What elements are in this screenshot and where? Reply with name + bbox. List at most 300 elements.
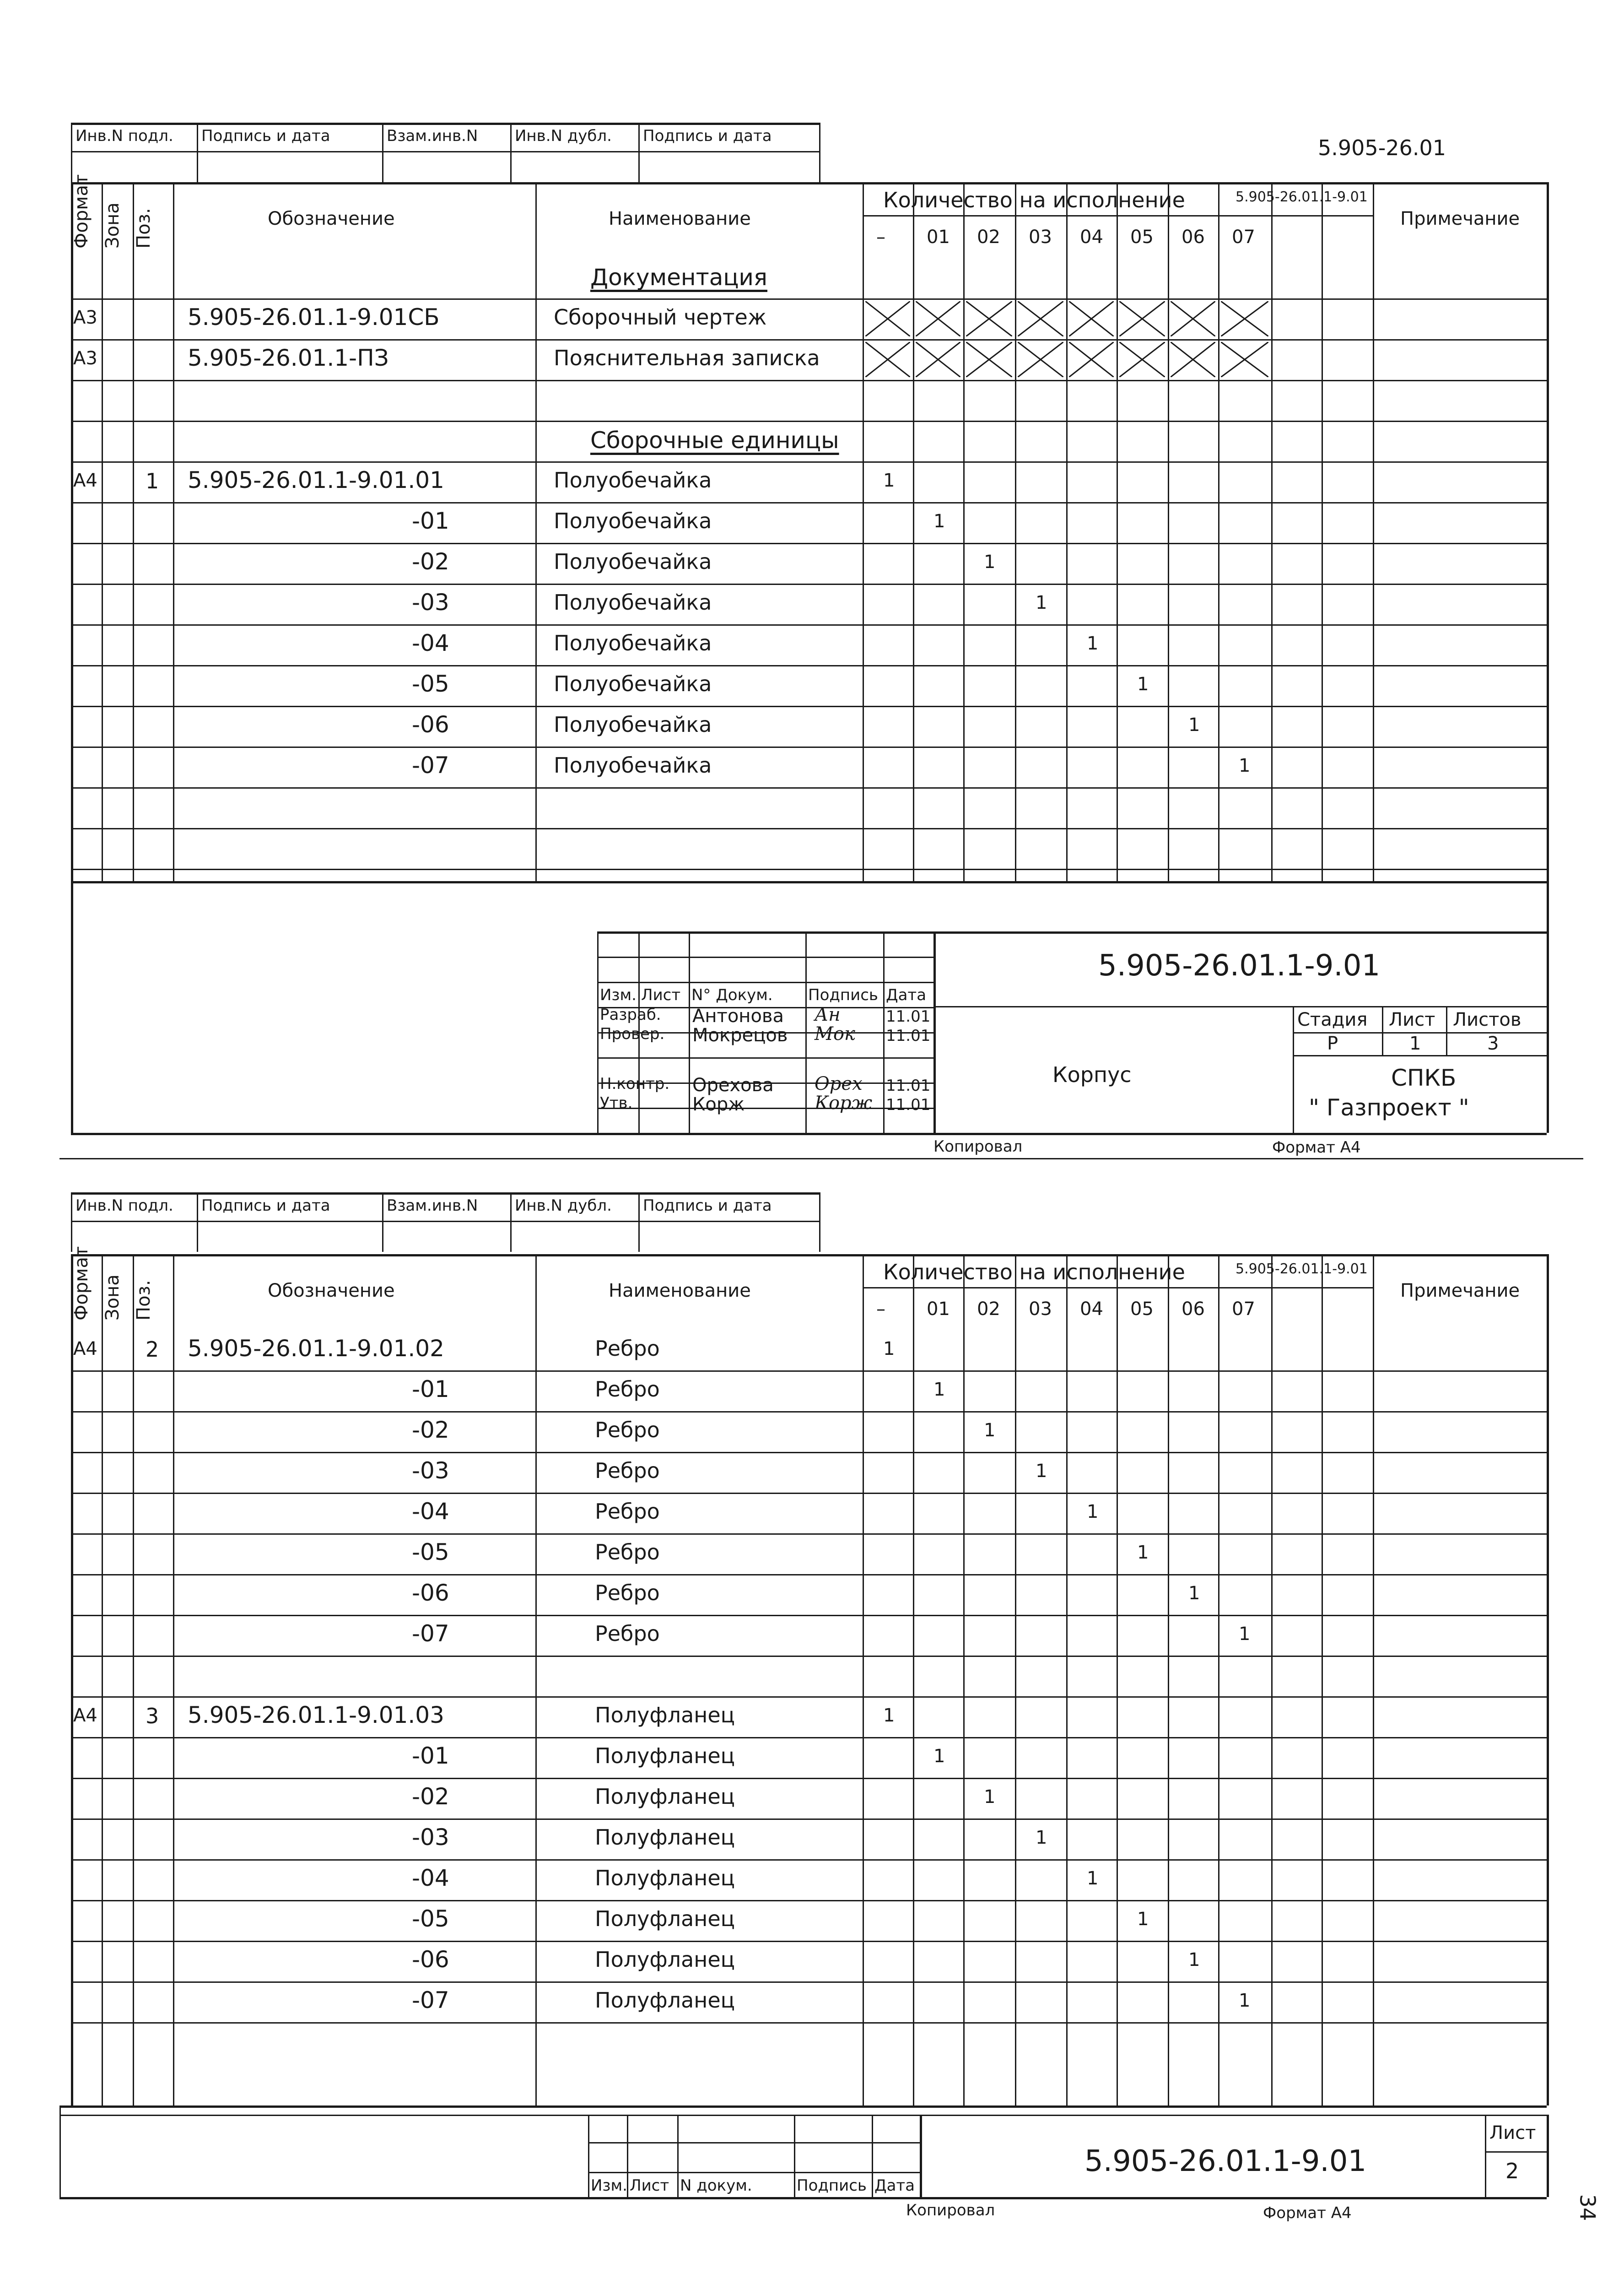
- row-designation: -07: [412, 752, 449, 779]
- qty-value: 1: [883, 1705, 895, 1726]
- rule-line: [71, 1778, 1547, 1779]
- rule-line: [1117, 1254, 1118, 2105]
- crossed-cell-mark: [1119, 301, 1165, 336]
- rule-line: [59, 2115, 1547, 2116]
- rule-line: [1373, 1254, 1374, 2105]
- sheet-value: 1: [1409, 1033, 1421, 1054]
- rule-line: [1485, 2151, 1547, 2153]
- rule-line: [819, 123, 820, 182]
- row-designation: -02: [412, 1417, 449, 1443]
- rule-line: [71, 665, 1547, 666]
- rule-line: [71, 1254, 73, 2105]
- row-designation: 5.905-26.01.1-9.01.01: [188, 467, 444, 493]
- name-col-header: Наименование: [609, 1280, 751, 1301]
- variant-col-header: –: [876, 1299, 885, 1320]
- rule-line: [173, 1254, 174, 2105]
- qty-value: 1: [933, 1746, 945, 1767]
- variant-col-header: 05: [1130, 1299, 1154, 1320]
- rule-line: [71, 543, 1547, 544]
- qty-value: 1: [1087, 1868, 1099, 1889]
- designation-col-header: Обозначение: [268, 1280, 395, 1301]
- sign-date: 11.01: [886, 1096, 931, 1114]
- row-name: Полуобечайка: [554, 712, 712, 737]
- row-format: А3: [73, 348, 97, 369]
- variant-col-header: 03: [1029, 1299, 1052, 1320]
- row-format: А4: [73, 470, 97, 491]
- stamp-field-label: Взам.инв.N: [387, 127, 478, 145]
- stamp-field-label: Инв.N подл.: [76, 127, 173, 145]
- row-name: Полуфланец: [595, 1988, 735, 2013]
- product-name: Корпус: [1052, 1062, 1132, 1087]
- rule-line: [71, 123, 72, 182]
- row-name: Сборочный чертеж: [554, 305, 767, 330]
- rule-line: [638, 1192, 640, 1252]
- rule-line: [677, 2115, 679, 2197]
- rule-line: [71, 421, 1547, 422]
- rule-line: [1066, 1254, 1068, 2105]
- stage-label: Стадия: [1297, 1009, 1368, 1030]
- rule-line: [689, 931, 690, 1133]
- row-designation: -03: [412, 589, 449, 616]
- qty-value: 1: [1239, 755, 1251, 776]
- rule-line: [71, 1819, 1547, 1820]
- row-name: Полуфланец: [595, 1866, 735, 1890]
- rule-line: [71, 1615, 1547, 1616]
- rule-line: [933, 931, 936, 1133]
- signer-role: Разраб.: [600, 1006, 661, 1024]
- name-col-header: Наименование: [609, 208, 751, 229]
- rule-line: [71, 624, 1547, 626]
- qty-value: 1: [1239, 1990, 1251, 2011]
- doc-designation: 5.905-26.01.1-9.01: [1084, 2144, 1367, 2178]
- variant-col-header: 07: [1232, 1299, 1255, 1320]
- row-designation: -07: [412, 1987, 449, 2013]
- note-col-header: Примечание: [1400, 208, 1520, 229]
- row-position: 2: [146, 1337, 159, 1362]
- rule-line: [794, 2115, 795, 2197]
- rule-line: [197, 1192, 198, 1252]
- row-format: А4: [73, 1338, 97, 1359]
- org-name: СПКБ: [1391, 1065, 1457, 1091]
- rule-line: [1547, 2115, 1549, 2197]
- crossed-cell-mark: [916, 342, 960, 377]
- rule-line: [71, 1221, 819, 1222]
- qty-value: 1: [883, 1338, 895, 1359]
- row-designation: -03: [412, 1824, 449, 1851]
- rule-line: [71, 182, 1547, 184]
- rule-line: [920, 2115, 922, 2197]
- rule-line: [71, 380, 1547, 381]
- rule-line: [71, 787, 1547, 789]
- rule-line: [819, 1192, 820, 1252]
- row-name: Полуфланец: [595, 1743, 735, 1768]
- rule-line: [71, 1192, 72, 1252]
- title-block-col-label: Подпись: [797, 2176, 867, 2195]
- rule-line: [173, 182, 174, 881]
- row-designation: 5.905-26.01.1-9.01.02: [188, 1335, 444, 1362]
- rule-line: [71, 339, 1547, 341]
- variant-col-header: 02: [977, 227, 1000, 248]
- rule-line: [71, 869, 1547, 870]
- row-position: 3: [146, 1704, 159, 1728]
- qty-value: 1: [984, 1786, 996, 1808]
- rule-line: [1015, 182, 1016, 881]
- variant-col-header: 04: [1080, 227, 1103, 248]
- rule-line: [59, 1158, 1583, 1159]
- doc-designation: 5.905-26.01.1-9.01: [1098, 949, 1381, 983]
- rule-line: [1015, 1254, 1016, 2105]
- qty-value: 1: [984, 552, 996, 573]
- stamp-field-label: Подпись и дата: [643, 127, 772, 145]
- org-name-2: " Газпроект ": [1309, 1094, 1469, 1121]
- qty-value: 1: [1188, 1949, 1200, 1970]
- crossed-cell-mark: [1171, 301, 1215, 336]
- row-name: Ребро: [595, 1580, 660, 1605]
- row-name: Ребро: [595, 1499, 660, 1524]
- qty-value: 1: [1036, 1461, 1047, 1482]
- variant-col-header: 01: [927, 1299, 950, 1320]
- row-designation: -02: [412, 1783, 449, 1810]
- title-block-col-label: Дата: [874, 2176, 915, 2195]
- rule-line: [1322, 182, 1323, 881]
- rule-line: [588, 2115, 589, 2197]
- section-heading: Сборочные единицы: [590, 427, 839, 454]
- rule-line: [71, 123, 819, 125]
- signer-role: Н.контр.: [600, 1075, 670, 1093]
- rule-line: [1547, 1254, 1549, 2105]
- row-designation: -06: [412, 1580, 449, 1606]
- rule-line: [588, 2142, 920, 2143]
- row-name: Полуфланец: [595, 1906, 735, 1931]
- row-designation: -03: [412, 1457, 449, 1484]
- row-name: Полуобечайка: [554, 509, 712, 533]
- rule-line: [913, 182, 914, 881]
- title-block-col-label: Подпись: [808, 986, 878, 1004]
- rule-line: [1218, 1254, 1219, 2105]
- row-designation: -06: [412, 711, 449, 738]
- rule-line: [1066, 182, 1068, 881]
- rule-line: [59, 2105, 61, 2197]
- title-block-col-label: Лист: [641, 986, 681, 1004]
- row-position: 1: [146, 469, 159, 493]
- rule-line: [71, 1370, 1547, 1372]
- row-designation: -04: [412, 1865, 449, 1891]
- rule-line: [71, 1533, 1547, 1535]
- rule-line: [1373, 182, 1374, 881]
- sheets-value: 3: [1487, 1033, 1499, 1054]
- row-name: Пояснительная записка: [554, 346, 820, 370]
- row-name: Полуобечайка: [554, 753, 712, 778]
- format-col-header: Формат: [71, 1246, 92, 1321]
- qty-code: 5.905-26.01.1-9.01: [1236, 1261, 1368, 1277]
- stamp-field-label: Подпись и дата: [643, 1196, 772, 1215]
- row-name: Ребро: [595, 1540, 660, 1564]
- signature: Орех: [815, 1073, 863, 1094]
- rule-line: [71, 1574, 1547, 1575]
- rule-line: [1446, 1006, 1447, 1055]
- designation-col-header: Обозначение: [268, 208, 395, 229]
- rule-line: [1547, 182, 1549, 881]
- row-name: Ребро: [595, 1336, 660, 1361]
- row-designation: -07: [412, 1620, 449, 1647]
- signer-name: Антонова: [692, 1006, 784, 1027]
- pos-col-header: Поз.: [133, 1280, 154, 1321]
- stamp-field-label: Инв.N дубл.: [515, 1196, 612, 1215]
- format-col-header: Формат: [71, 174, 92, 249]
- rule-line: [71, 1941, 1547, 1942]
- rule-line: [71, 1192, 819, 1195]
- rule-line: [535, 182, 537, 881]
- rule-line: [963, 182, 965, 881]
- qty-value: 1: [883, 470, 895, 491]
- row-name: Ребро: [595, 1621, 660, 1646]
- qty-title: Количество на исполнение: [883, 1260, 1185, 1284]
- row-designation: 5.905-26.01.1-ПЗ: [188, 345, 389, 371]
- qty-value: 1: [1137, 674, 1149, 695]
- variant-col-header: 04: [1080, 1299, 1103, 1320]
- qty-value: 1: [1087, 1501, 1099, 1522]
- qty-value: 1: [1137, 1909, 1149, 1930]
- signer-role: Провер.: [600, 1025, 665, 1043]
- signature: Ан: [815, 1004, 841, 1025]
- rule-line: [197, 123, 198, 182]
- rule-line: [71, 502, 1547, 503]
- signer-name: Корж: [692, 1094, 745, 1115]
- signer-role: Утв.: [600, 1094, 633, 1112]
- row-name: Ребро: [595, 1377, 660, 1402]
- rule-line: [133, 182, 134, 881]
- rule-line: [863, 182, 864, 881]
- title-block-col-label: Дата: [886, 986, 927, 1004]
- rule-line: [535, 1254, 537, 2105]
- rule-line: [71, 1900, 1547, 1901]
- rule-line: [1168, 1254, 1169, 2105]
- rule-line: [71, 1981, 1547, 1983]
- qty-value: 1: [1036, 592, 1047, 613]
- rule-line: [71, 1411, 1547, 1413]
- row-name: Полуфланец: [595, 1947, 735, 1972]
- rule-line: [1271, 1254, 1273, 2105]
- rule-line: [71, 1493, 1547, 1494]
- rule-line: [1168, 182, 1169, 881]
- rule-line: [71, 1859, 1547, 1861]
- zone-col-header: Зона: [102, 202, 123, 249]
- crossed-cell-mark: [1171, 342, 1215, 377]
- rule-line: [71, 461, 1547, 463]
- title-block-col-label: N° Докум.: [691, 986, 773, 1004]
- row-designation: 5.905-26.01.1-9.01СБ: [188, 304, 440, 330]
- crossed-cell-mark: [1018, 301, 1063, 336]
- row-name: Полуфланец: [595, 1784, 735, 1809]
- rule-line: [1485, 2115, 1486, 2197]
- rule-line: [71, 1656, 1547, 1657]
- rule-line: [588, 2172, 920, 2173]
- title-block-col-label: N докум.: [680, 2176, 752, 2195]
- signature: Мок: [815, 1023, 855, 1045]
- crossed-cell-mark: [966, 301, 1012, 336]
- row-designation: -01: [412, 1376, 449, 1402]
- rule-line: [1322, 1254, 1323, 2105]
- sheet-label: Лист: [1389, 1009, 1435, 1030]
- crossed-cell-mark: [1069, 301, 1114, 336]
- qty-value: 1: [1036, 1827, 1047, 1848]
- rule-line: [71, 828, 1547, 829]
- rule-line: [59, 2105, 1547, 2108]
- crossed-cell-mark: [865, 301, 910, 336]
- row-name: Полуобечайка: [554, 631, 712, 655]
- rule-line: [102, 1254, 103, 2105]
- row-designation: 5.905-26.01.1-9.01.03: [188, 1702, 444, 1728]
- rule-line: [71, 2022, 1547, 2024]
- sheet-value: 2: [1505, 2159, 1519, 2183]
- rule-line: [71, 706, 1547, 707]
- side-page-number: 34: [1575, 2194, 1600, 2221]
- zone-col-header: Зона: [102, 1274, 123, 1321]
- qty-value: 1: [933, 1379, 945, 1400]
- row-name: Ребро: [595, 1458, 660, 1483]
- rule-line: [133, 1254, 134, 2105]
- rule-line: [382, 1192, 383, 1252]
- crossed-cell-mark: [1018, 342, 1063, 377]
- row-designation: -05: [412, 671, 449, 697]
- rule-line: [71, 298, 1547, 300]
- rule-line: [1218, 182, 1219, 881]
- variant-col-header: 05: [1130, 227, 1154, 248]
- qty-value: 1: [1137, 1542, 1149, 1563]
- variant-col-header: 07: [1232, 227, 1255, 248]
- signature: Корж: [815, 1093, 873, 1114]
- rule-line: [1293, 1006, 1294, 1133]
- sign-date: 11.01: [886, 1077, 931, 1095]
- row-designation: -01: [412, 1743, 449, 1769]
- sheet-label: Лист: [1489, 2122, 1536, 2143]
- rule-line: [71, 1737, 1547, 1738]
- variant-col-header: 03: [1029, 227, 1052, 248]
- variant-col-header: 02: [977, 1299, 1000, 1320]
- crossed-cell-mark: [966, 342, 1012, 377]
- row-name: Полуфланец: [595, 1703, 735, 1727]
- rule-line: [638, 123, 640, 182]
- rule-line: [71, 151, 819, 152]
- crossed-cell-mark: [1221, 342, 1268, 377]
- section-heading: Документация: [590, 264, 767, 291]
- qty-code: 5.905-26.01.1-9.01: [1236, 189, 1368, 205]
- rule-line: [71, 881, 1547, 883]
- row-designation: -02: [412, 548, 449, 575]
- rule-line: [59, 2197, 1547, 2199]
- qty-value: 1: [1188, 714, 1200, 736]
- rule-line: [71, 1696, 1547, 1698]
- stamp-field-label: Взам.инв.N: [387, 1196, 478, 1215]
- stamp-field-label: Подпись и дата: [201, 127, 330, 145]
- rule-line: [71, 747, 1547, 748]
- stamp-field-label: Инв.N дубл.: [515, 127, 612, 145]
- stamp-field-label: Подпись и дата: [201, 1196, 330, 1215]
- sign-date: 11.01: [886, 1027, 931, 1045]
- rule-line: [863, 1254, 864, 2105]
- qty-value: 1: [1239, 1624, 1251, 1645]
- sheet-format-label: Формат А4: [1263, 2204, 1352, 2222]
- crossed-cell-mark: [865, 342, 910, 377]
- rule-line: [872, 2115, 873, 2197]
- copied-by-label: Копировал: [906, 2201, 995, 2219]
- row-designation: -06: [412, 1946, 449, 1973]
- row-designation: -05: [412, 1905, 449, 1932]
- qty-value: 1: [1188, 1583, 1200, 1604]
- rule-line: [102, 182, 103, 881]
- rule-line: [510, 123, 512, 182]
- sign-date: 11.01: [886, 1007, 931, 1026]
- rule-line: [913, 1254, 914, 2105]
- row-designation: -01: [412, 508, 449, 534]
- rule-line: [71, 1133, 1547, 1135]
- rule-line: [963, 1254, 965, 2105]
- rule-line: [510, 1192, 512, 1252]
- rule-line: [597, 931, 1547, 934]
- variant-col-header: 01: [927, 227, 950, 248]
- note-col-header: Примечание: [1400, 1280, 1520, 1301]
- crossed-cell-mark: [1221, 301, 1268, 336]
- qty-value: 1: [1087, 633, 1099, 654]
- title-block-col-label: Изм.: [591, 2176, 627, 2195]
- row-name: Полуобечайка: [554, 671, 712, 696]
- pos-col-header: Поз.: [133, 208, 154, 249]
- signer-name: Орехова: [692, 1075, 774, 1096]
- rule-line: [933, 1006, 1547, 1007]
- row-designation: -05: [412, 1539, 449, 1565]
- variant-col-header: 06: [1182, 1299, 1205, 1320]
- qty-title: Количество на исполнение: [883, 188, 1185, 212]
- title-block-col-label: Лист: [630, 2176, 669, 2195]
- qty-value: 1: [933, 511, 945, 532]
- row-name: Ребро: [595, 1418, 660, 1442]
- rule-line: [1293, 1055, 1547, 1056]
- row-format: А3: [73, 307, 97, 328]
- row-name: Полуобечайка: [554, 590, 712, 615]
- row-name: Полуфланец: [595, 1825, 735, 1850]
- rule-line: [597, 931, 599, 1133]
- rule-line: [805, 931, 807, 1133]
- rule-line: [71, 881, 73, 1133]
- title-block-col-label: Изм.: [600, 986, 637, 1004]
- rule-line: [71, 1254, 1547, 1256]
- crossed-cell-mark: [916, 301, 960, 336]
- row-designation: -04: [412, 1498, 449, 1525]
- row-format: А4: [73, 1705, 97, 1726]
- rule-line: [71, 1452, 1547, 1453]
- row-name: Полуобечайка: [554, 549, 712, 574]
- rule-line: [883, 931, 885, 1133]
- copied-by-label: Копировал: [933, 1137, 1023, 1156]
- crossed-cell-mark: [1069, 342, 1114, 377]
- variant-col-header: 06: [1182, 227, 1205, 248]
- rule-line: [1117, 182, 1118, 881]
- stage-value: Р: [1327, 1033, 1338, 1054]
- rule-line: [382, 123, 383, 182]
- rule-line: [1271, 182, 1273, 881]
- row-designation: -04: [412, 630, 449, 656]
- signer-name: Мокрецов: [692, 1025, 788, 1046]
- rule-line: [1382, 1006, 1383, 1055]
- stamp-field-label: Инв.N подл.: [76, 1196, 173, 1215]
- qty-value: 1: [984, 1420, 996, 1441]
- sheet-format-label: Формат А4: [1272, 1138, 1361, 1157]
- row-name: Полуобечайка: [554, 468, 712, 493]
- variant-col-header: –: [876, 227, 885, 248]
- rule-line: [71, 182, 73, 881]
- sheets-label: Листов: [1453, 1009, 1521, 1030]
- page-code: 5.905-26.01: [1318, 135, 1446, 160]
